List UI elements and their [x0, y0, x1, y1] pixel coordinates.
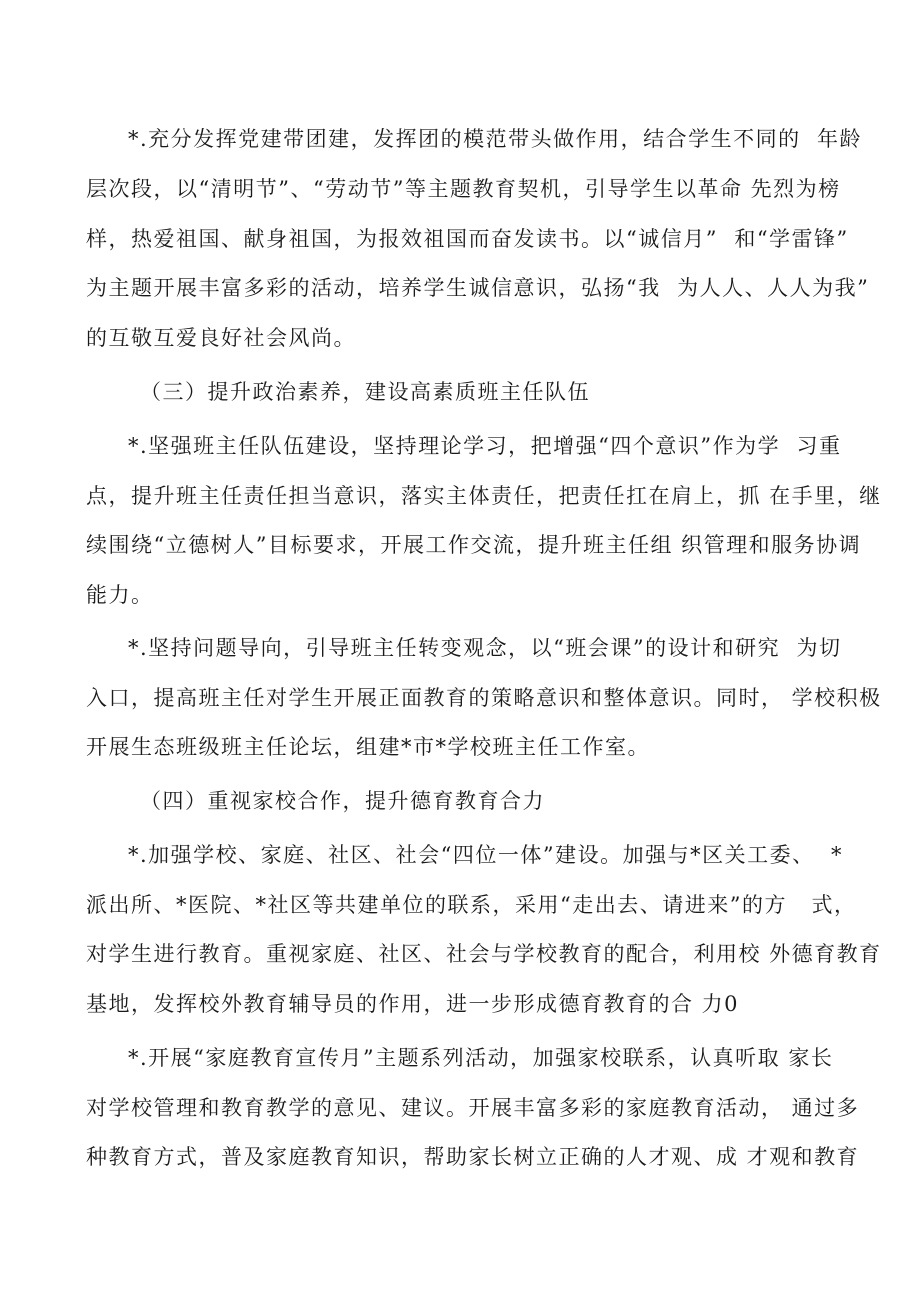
- paragraph-5-line-1: *.开展“家庭教育宣传月”主题系列活动，加强家校联系，认真听取 家长: [128, 1046, 834, 1070]
- paragraph-4-line-4: 基地，发挥校外教育辅导员的作用，进一步形成德育教育的合 力0: [86, 992, 740, 1016]
- paragraph-2-line-2: 点，提升班主任责任担当意识，落实主体责任，把责任扛在肩上，抓 在手里，继: [86, 484, 882, 508]
- paragraph-3-line-1: *.坚持问题导向，引导班主任转变观念，以“班会课”的设计和研究 为切: [128, 636, 842, 660]
- paragraph-2-line-1: *.坚强班主任队伍建设，坚持理论学习，把增强“四个意识”作为学 习重: [128, 434, 842, 458]
- paragraph-2-line-4: 能力。: [86, 583, 154, 607]
- paragraph-2-line-3: 续围绕“立德树人”目标要求，开展工作交流，提升班主任组 织管理和服务协调: [86, 533, 862, 557]
- section-heading-4: （四）重视家校合作，提升德育教育合力: [140, 789, 545, 813]
- paragraph-4-line-3: 对学生进行教育。重视家庭、社区、社会与学校教育的配合，利用校 外德育教育: [86, 942, 882, 966]
- paragraph-1-line-2: 层次段，以“清明节”、“劳动节”等主题教育契机，引导学生以革命 先烈为榜: [86, 177, 841, 201]
- paragraph-1-line-5: 的互敬互爱良好社会风尚。: [86, 326, 356, 350]
- paragraph-4-line-2: 派出所、*医院、*社区等共建单位的联系，采用“走出去、请进来”的方 式，: [86, 893, 857, 917]
- paragraph-4-line-1: *.加强学校、家庭、社区、社会“四位一体”建设。加强与*区关工委、 *: [128, 843, 843, 867]
- paragraph-3-line-3: 开展生态班级班主任论坛，组建*市*学校班主任工作室。: [86, 735, 650, 759]
- paragraph-1-line-1: *.充分发挥党建带团建，发挥团的模范带头做作用，结合学生不同的 年龄: [128, 127, 863, 151]
- paragraph-1-line-3: 样，热爱祖国、献身祖国，为报效祖国而奋发读书。以“诚信月” 和“学雷锋”: [86, 227, 849, 251]
- paragraph-3-line-2: 入口，提高班主任对学生开展正面教育的策略意识和整体意识。同时， 学校积极: [86, 686, 882, 710]
- paragraph-5-line-3: 种教育方式，普及家庭教育知识，帮助家长树立正确的人才观、成 才观和教育: [86, 1145, 860, 1169]
- paragraph-1-line-4: 为主题开展丰富多彩的活动，培养学生诚信意识，弘扬“我 为人人、人人为我”: [86, 276, 870, 300]
- section-heading-3: （三）提升政治素养，建设高素质班主任队伍: [140, 380, 590, 404]
- paragraph-5-line-2: 对学校管理和教育教学的意见、建议。开展丰富多彩的家庭教育活动， 通过多: [86, 1096, 860, 1120]
